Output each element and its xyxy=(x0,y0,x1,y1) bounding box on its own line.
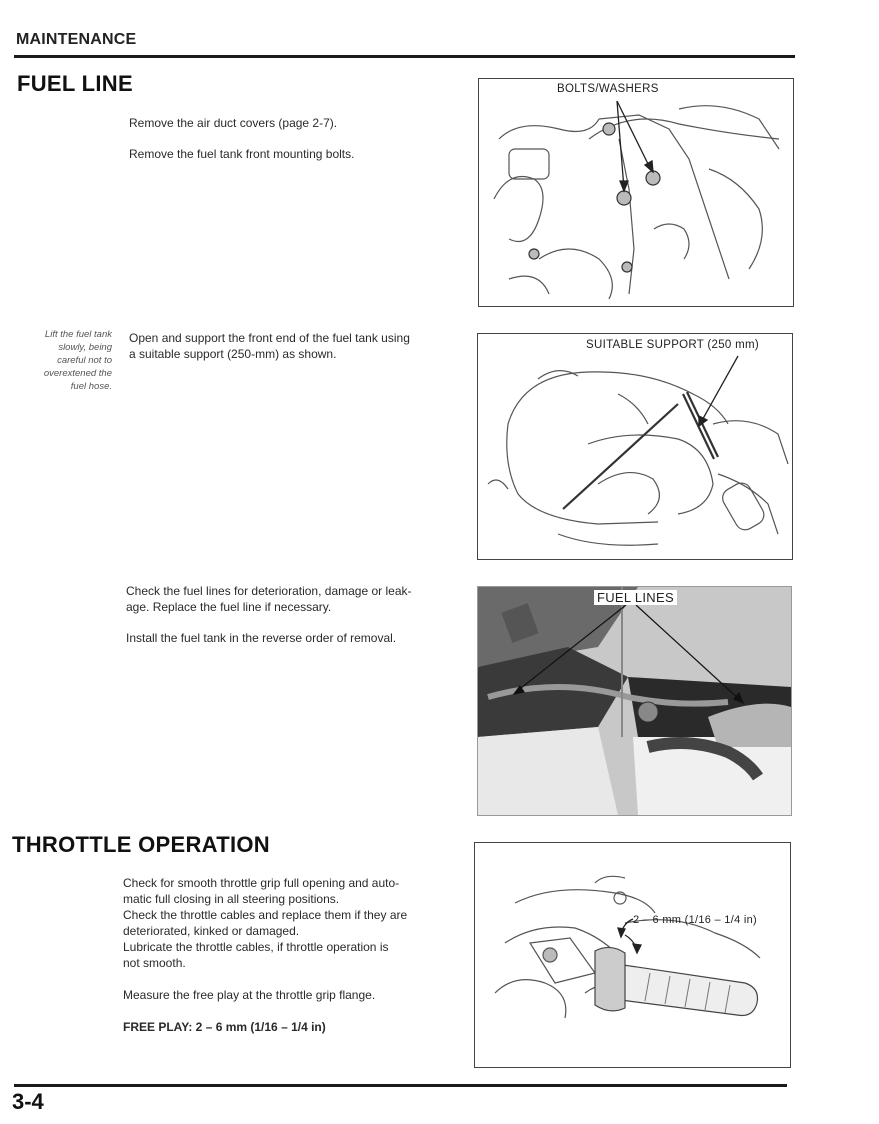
header-rule xyxy=(14,55,795,58)
fuel-line-step-5: Install the fuel tank in the reverse order of removal. xyxy=(126,631,397,645)
figure-throttle-grip xyxy=(474,842,791,1068)
fuel-lines-photo xyxy=(478,587,791,815)
step-3-line: Open and support the front end of the fuel tank using xyxy=(129,331,410,345)
bolt-icon xyxy=(617,191,631,205)
page-number: 3-4 xyxy=(12,1089,44,1114)
throttle-line: matic full closing in all steering positions. xyxy=(123,892,340,906)
bolts-washers-label: BOLTS/WASHERS xyxy=(557,83,659,95)
side-note-line: overextened the xyxy=(43,368,112,379)
fuel-line-step-4 xyxy=(126,583,471,615)
throttle-paragraph-2: Measure the free play at the throttle grip flange. xyxy=(123,988,376,1002)
free-play-label: 2 – 6 mm (1/16 – 1/4 in) xyxy=(633,914,757,926)
figure-bolts-washers xyxy=(478,78,794,307)
side-note-line: careful not to xyxy=(57,355,112,366)
side-note-line: slowly, being xyxy=(58,342,112,353)
fuel-line-title: FUEL LINE xyxy=(17,71,133,96)
throttle-grip-illustration xyxy=(475,843,790,1067)
figure-fuel-lines-photo xyxy=(477,586,792,816)
step-3-line: a suitable support (250-mm) as shown. xyxy=(129,347,337,361)
footer-rule xyxy=(14,1084,787,1087)
fuel-line-step-2: Remove the fuel tank front mounting bolts. xyxy=(129,147,355,161)
step-4-line: age. Replace the fuel line if necessary. xyxy=(126,600,332,614)
fuel-line-step-1: Remove the air duct covers (page 2-7). xyxy=(129,116,338,130)
lift-tank-side-note xyxy=(22,328,112,393)
free-play-spec: FREE PLAY: 2 – 6 mm (1/16 – 1/4 in) xyxy=(123,1020,326,1034)
throttle-paragraph-1 xyxy=(123,875,458,971)
throttle-line: Check the throttle cables and replace them if they are xyxy=(123,908,408,922)
fuel-line-step-3 xyxy=(129,330,474,362)
throttle-grip xyxy=(605,963,758,1016)
bolt-icon xyxy=(646,171,660,185)
bolts-washers-illustration xyxy=(479,79,793,306)
figure-suitable-support xyxy=(477,333,793,560)
throttle-line: not smooth. xyxy=(123,956,186,970)
header-section-label: MAINTENANCE xyxy=(16,31,137,48)
throttle-line: deteriorated, kinked or damaged. xyxy=(123,924,300,938)
suitable-support-illustration xyxy=(478,334,792,559)
throttle-line: Lubricate the throttle cables, if throttle operation is xyxy=(123,940,389,954)
throttle-operation-title: THROTTLE OPERATION xyxy=(12,832,270,857)
throttle-line: Check for smooth throttle grip full opening and auto- xyxy=(123,876,400,890)
step-4-line: Check the fuel lines for deterioration, damage or leak- xyxy=(126,584,412,598)
side-note-line: Lift the fuel tank xyxy=(44,329,112,340)
fuel-lines-label: FUEL LINES xyxy=(594,590,677,605)
side-note-line: fuel hose. xyxy=(70,381,112,392)
suitable-support-label: SUITABLE SUPPORT (250 mm) xyxy=(586,339,760,351)
